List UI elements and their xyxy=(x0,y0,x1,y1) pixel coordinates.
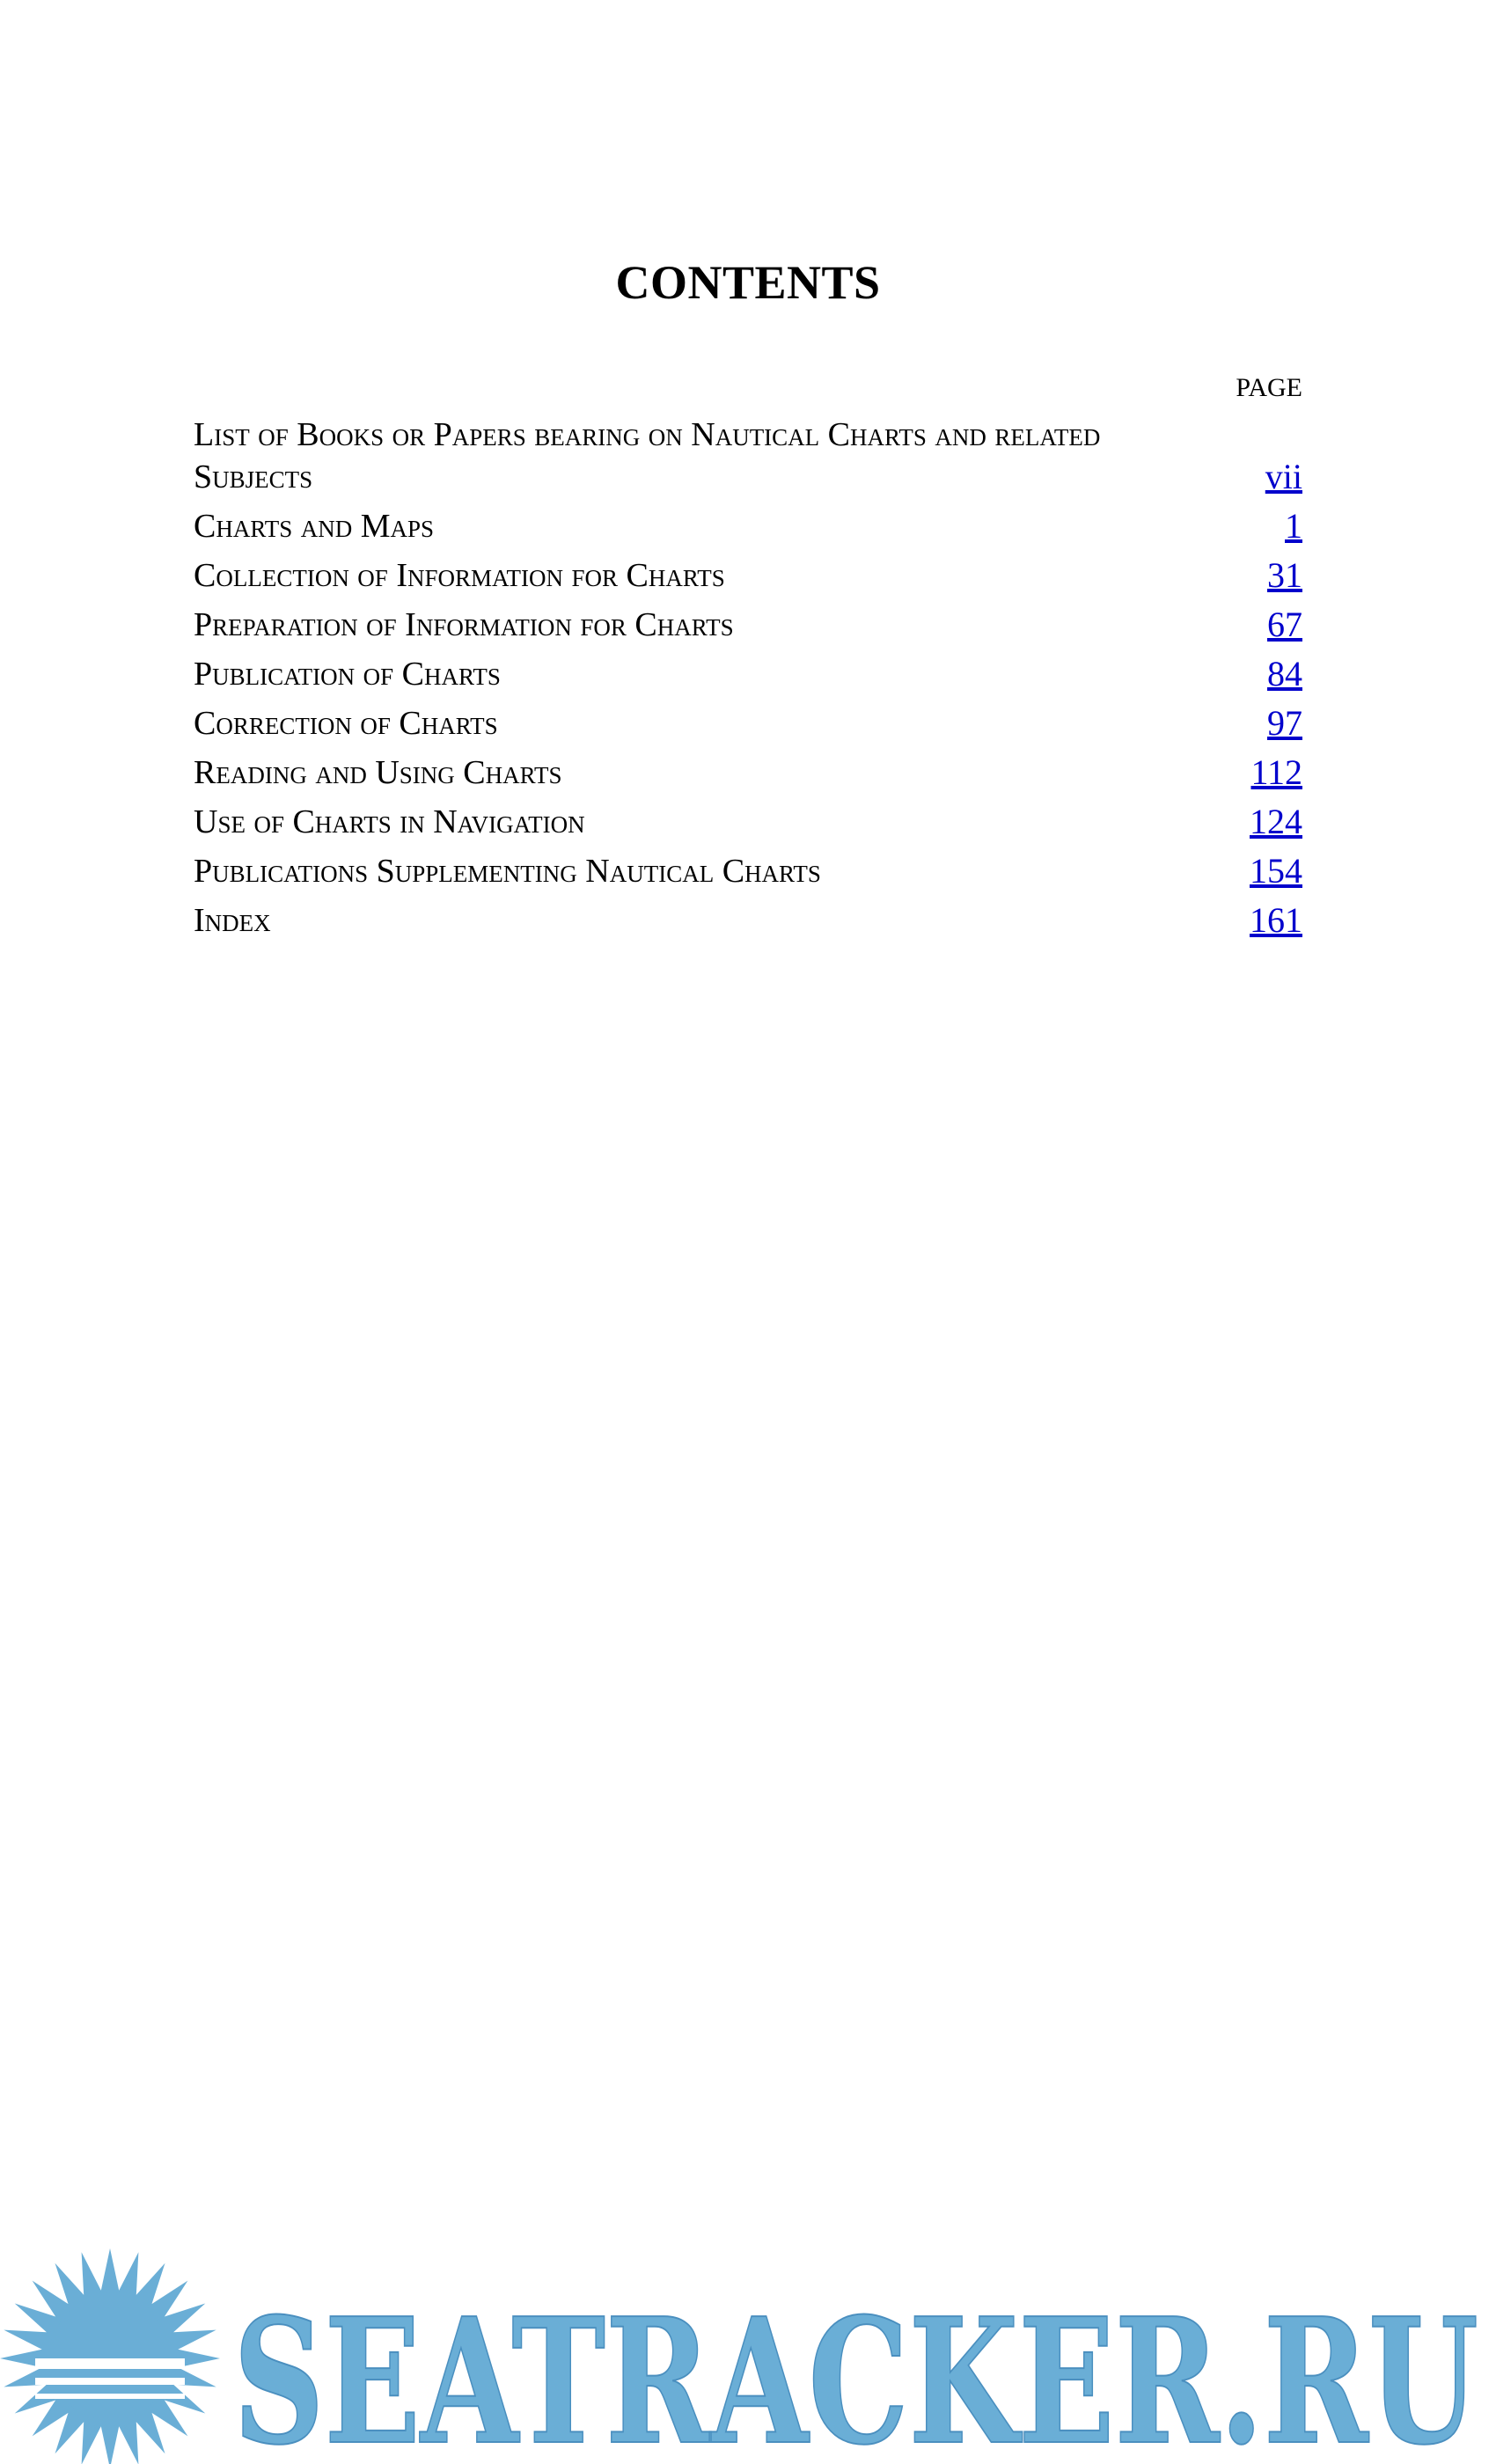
toc-entry xyxy=(194,505,1302,547)
toc-entry xyxy=(194,850,1302,892)
toc-entry-title: Index xyxy=(194,902,271,939)
watermark xyxy=(0,2235,1496,2464)
page-column-label: PAGE xyxy=(1236,373,1302,402)
toc-entry xyxy=(194,801,1302,843)
toc-entry xyxy=(194,653,1302,695)
toc-entry-title: Correction of Charts xyxy=(194,705,498,742)
toc-entry-title: Reading and Using Charts xyxy=(194,754,562,791)
toc-entry xyxy=(194,554,1302,597)
toc-entry-title: Preparation of Information for Charts xyxy=(194,606,734,643)
sun-icon xyxy=(0,2248,220,2464)
toc-entry xyxy=(194,414,1302,498)
toc-page-link[interactable]: 154 xyxy=(1250,851,1302,891)
toc-page-link[interactable]: 1 xyxy=(1285,506,1302,546)
toc-entry-title: Use of Charts in Navigation xyxy=(194,803,585,840)
toc-page-link[interactable]: vii xyxy=(1265,457,1302,496)
toc-entry-title: List of Books or Papers bearing on Nautical Charts and related Subjects xyxy=(194,416,1101,495)
watermark-text: SEATRACKER.RU xyxy=(233,2281,1478,2464)
toc-entry xyxy=(194,702,1302,744)
page-title: CONTENTS xyxy=(615,256,881,309)
toc-page-link[interactable]: 67 xyxy=(1267,605,1302,644)
toc-entry-title: Publications Supplementing Nautical Charts xyxy=(194,853,821,890)
toc-entry xyxy=(194,899,1302,942)
toc-page-link[interactable]: 124 xyxy=(1250,802,1302,841)
toc-page-link[interactable]: 97 xyxy=(1267,703,1302,743)
toc-entry-title: Charts and Maps xyxy=(194,508,435,545)
toc-entry-title: Publication of Charts xyxy=(194,656,501,693)
toc-entry xyxy=(194,752,1302,794)
toc-page-link[interactable]: 161 xyxy=(1250,900,1302,940)
toc-page-link[interactable]: 112 xyxy=(1250,752,1302,792)
toc-page-link[interactable]: 31 xyxy=(1267,555,1302,595)
toc-page-link[interactable]: 84 xyxy=(1267,654,1302,693)
table-of-contents xyxy=(194,414,1302,949)
toc-entry-title: Collection of Information for Charts xyxy=(194,557,725,594)
toc-entry xyxy=(194,604,1302,646)
